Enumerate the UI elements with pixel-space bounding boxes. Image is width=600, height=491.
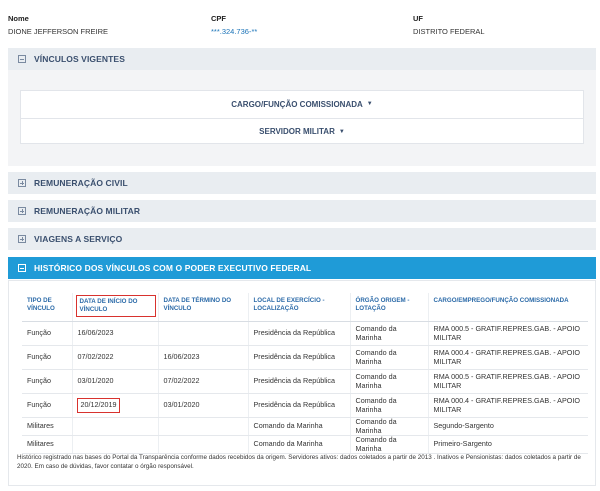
expand-icon [18,207,26,215]
cell-data-inicio: 07/02/2022 [72,346,158,370]
table-row [22,346,588,370]
table-row [22,322,588,346]
cell-orgao: Comando da Marinha [350,394,428,418]
cell-data-inicio [72,418,158,436]
table-header-row [22,293,588,322]
uf-field [413,14,485,36]
panel-title: VIAGENS A SERVIÇO [34,234,123,244]
cargo-funcao-toggle[interactable] [21,91,583,117]
table-row [22,418,588,436]
cell-cargo: RMA 000.5 - GRATIF.REPRES.GAB. - APOIO MILITAR [428,370,588,394]
historico-table [22,293,588,454]
cell-data-inicio: 03/01/2020 [72,370,158,394]
panel-title: VÍNCULOS VIGENTES [34,54,125,64]
cell-tipo: Função [22,346,72,370]
panel-viagens-servico[interactable] [8,228,596,250]
caret-down-icon: ▼ [366,101,373,107]
cell-data-inicio: 16/06/2023 [72,322,158,346]
cell-data-inicio [72,394,158,418]
highlight-box: DATA DE INÍCIO DO VÍNCULO [78,297,154,315]
cell-data-termino: 16/06/2023 [158,346,248,370]
col-header-orgao[interactable]: ÓRGÃO ORIGEM - LOTAÇÃO [350,293,428,322]
collapse-icon [18,264,26,272]
historico-note: Histórico registrado nas bases do Portal da Transparência conforme dados recebidos da origem. Servidores ativos: dados coletados a partir de 2013 . Inativos e Pensionistas: dados coletados a partir de 2020. Em caso de dúvidas, favor contatar o órgão responsável. [17,454,581,470]
cell-cargo: Primeiro-Sargento [428,436,588,454]
panel-title: HISTÓRICO DOS VÍNCULOS COM O PODER EXECUTIVO FEDERAL [34,263,312,273]
panel-historico-vinculos[interactable] [8,257,596,279]
vinculos-list [20,90,584,144]
panel-title: REMUNERAÇÃO MILITAR [34,206,141,216]
col-header-local[interactable]: LOCAL DE EXERCÍCIO - LOCALIZAÇÃO [248,293,350,322]
cell-data-inicio [72,436,158,454]
panel-remuneracao-civil[interactable] [8,172,596,194]
cell-cargo: RMA 000.4 - GRATIF.REPRES.GAB. - APOIO MILITAR [428,346,588,370]
cell-local: Comando da Marinha [248,436,350,454]
panel-vinculos-vigentes[interactable] [8,48,596,70]
uf-label: UF [413,14,423,23]
cell-data-termino: 07/02/2022 [158,370,248,394]
cell-data-termino [158,418,248,436]
cell-tipo: Função [22,322,72,346]
panel-remuneracao-militar[interactable] [8,200,596,222]
col-header-cargo[interactable]: CARGO/EMPREGO/FUNÇÃO COMISSIONADA [428,293,588,322]
cell-data-termino [158,322,248,346]
panel-title: REMUNERAÇÃO CIVIL [34,178,128,188]
cell-orgao: Comando da Marinha [350,370,428,394]
cell-cargo: RMA 000.5 - GRATIF.REPRES.GAB. - APOIO MILITAR [428,322,588,346]
cpf-value: ***.324.736-** [211,27,258,36]
expand-icon [18,235,26,243]
person-info [0,0,600,44]
cell-cargo: RMA 000.4 - GRATIF.REPRES.GAB. - APOIO MILITAR [428,394,588,418]
cell-orgao: Comando da Marinha [350,418,428,436]
cell-orgao: Comando da Marinha [350,322,428,346]
cell-local: Presidência da República [248,370,350,394]
name-value: DIONE JEFFERSON FREIRE [8,27,109,36]
cell-orgao: Comando da Marinha [350,346,428,370]
table-row [22,394,588,418]
cell-local: Presidência da República [248,394,350,418]
caret-down-icon: ▼ [338,128,345,135]
cpf-label: CPF [211,14,226,23]
cell-orgao: Comando da Marinha [350,436,428,454]
vinculos-body [8,70,596,166]
col-header-data-inicio[interactable] [72,293,158,322]
table-row [22,436,588,454]
servidor-militar-label: SERVIDOR MILITAR [259,127,335,136]
cell-tipo: Função [22,394,72,418]
cell-tipo: Função [22,370,72,394]
cargo-funcao-label: CARGO/FUNÇÃO COMISSIONADA [231,99,363,109]
col-header-data-termino[interactable]: DATA DE TÉRMINO DO VÍNCULO [158,293,248,322]
highlight-box: 20/12/2019 [78,399,120,412]
name-label: Nome [8,14,29,23]
name-field [8,14,108,36]
historico-body [8,280,596,486]
cell-data-termino [158,436,248,454]
cell-local: Comando da Marinha [248,418,350,436]
col-header-tipo[interactable]: TIPO DE VÍNCULO [22,293,72,322]
expand-icon [18,179,26,187]
cell-tipo: Militares [22,418,72,436]
cell-local: Presidência da República [248,322,350,346]
servidor-militar-toggle[interactable] [21,118,583,144]
cpf-field [211,14,257,36]
cell-tipo: Militares [22,436,72,454]
cell-data-termino: 03/01/2020 [158,394,248,418]
uf-value: DISTRITO FEDERAL [413,27,485,36]
cell-local: Presidência da República [248,346,350,370]
cell-cargo: Segundo-Sargento [428,418,588,436]
collapse-icon [18,55,26,63]
table-row [22,370,588,394]
